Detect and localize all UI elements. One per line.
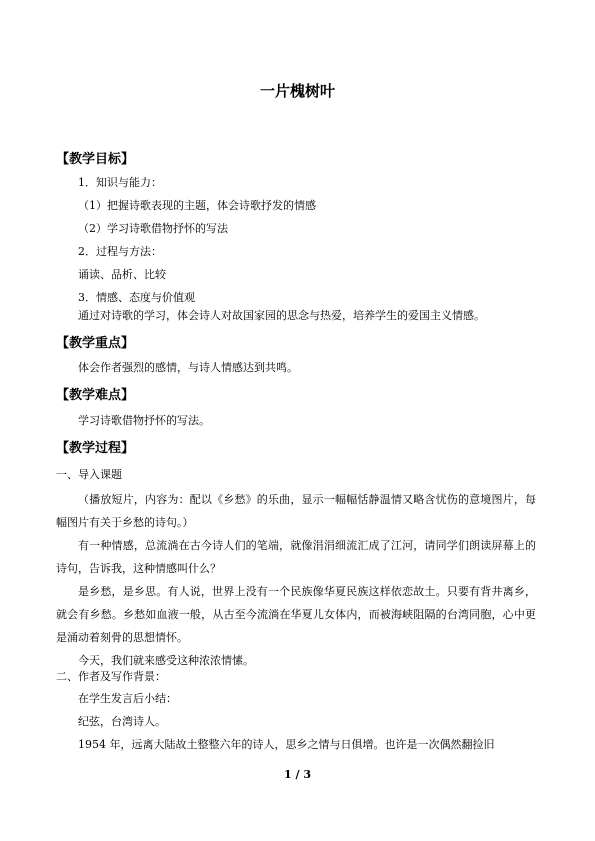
teaching-key-heading: 【教学重点】 xyxy=(56,336,135,351)
process-step-1-para-3: 是乡愁，是乡思。有人说，世界上没有一个民族像华夏民族这样依恋故土。只要有背井离乡，就会有乡愁。乡愁如血液一般，从古至今流淌在华夏儿女体内，而被海峡阻隔的台湾同胞，心中更是涌动着刻骨的思想情怀。 xyxy=(56,585,536,644)
goals-line-5: 诵读、品析、比较 xyxy=(78,268,166,281)
teaching-difficulty-text: 学习诗歌借物抒怀的写法。 xyxy=(78,414,210,427)
document-title: 一片槐树叶 xyxy=(259,82,335,100)
goals-line-1: 1．知识与能力： xyxy=(78,176,162,189)
process-step-1-para-2: 有一种情感，总流淌在古今诗人们的笔端，就像涓涓细流汇成了江河，请同学们朗读屏幕上的诗句，告诉我，这种情感叫什么？ xyxy=(56,539,536,575)
process-step-2-line-2: 纪弦，台湾诗人。 xyxy=(78,715,166,728)
teaching-process-heading: 【教学过程】 xyxy=(56,441,135,456)
teaching-key-text: 体会作者强烈的感情，与诗人情感达到共鸣。 xyxy=(78,361,298,374)
process-step-1-para-1: （播放短片，内容为：配以《乡愁》的乐曲，显示一幅幅恬静温情又略含忧伤的意境图片，每幅图片有关于乡愁的诗句。） xyxy=(56,493,536,529)
teaching-difficulty-heading: 【教学难点】 xyxy=(56,388,135,403)
goals-line-6: 3．情感、态度与价值观 xyxy=(78,291,195,304)
goals-line-3: （2）学习诗歌借物抒怀的写法 xyxy=(78,222,228,235)
process-step-1-title: 一、导入课题 xyxy=(56,468,122,481)
goals-line-2: （1）把握诗歌表现的主题，体会诗歌抒发的情感 xyxy=(78,199,316,212)
process-step-1-para-4: 今天，我们就来感受这种浓浓情愫。 xyxy=(78,654,254,667)
process-step-2-line-3: 1954 年，远离大陆故土整整六年的诗人，思乡之情与日俱增。也许是一次偶然翻捡旧 xyxy=(78,738,495,751)
process-step-2-line-1: 在学生发言后小结： xyxy=(78,692,177,705)
goals-line-4: 2．过程与方法： xyxy=(78,245,162,258)
teaching-goals-heading: 【教学目标】 xyxy=(56,152,135,167)
goals-line-7: 通过对诗歌的学习，体会诗人对故国家园的思念与热爱，培养学生的爱国主义情感。 xyxy=(78,309,485,322)
page-number: 1 / 3 xyxy=(284,768,311,781)
process-step-2-title: 二、作者及写作背景： xyxy=(56,670,166,683)
